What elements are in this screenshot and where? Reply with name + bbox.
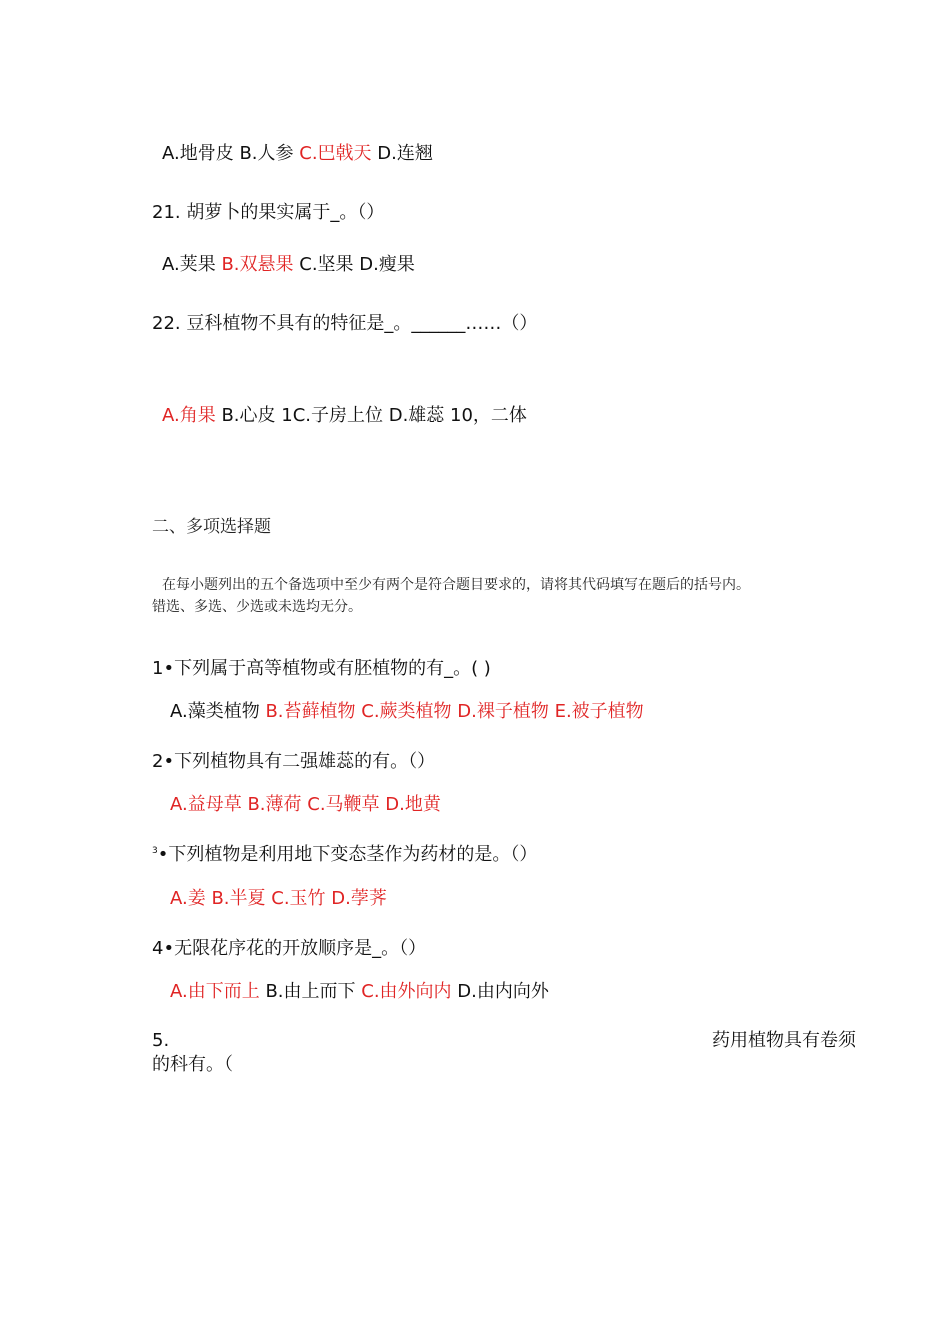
instructions-line-1: 在每小题列出的五个备选项中至少有两个是符合题目要求的，请将其代码填写在题后的括号内。 [162, 577, 750, 593]
option-a-answer: A.由下而上 [170, 981, 266, 1002]
multi-question-5-number: 5. [152, 1030, 170, 1051]
multi-question-4-options [170, 980, 549, 1004]
option-d: D.雄蕊 10，二体 [388, 405, 527, 426]
option-e-answer: E.被子植物 [554, 701, 644, 722]
option-c-answer: C.巴戟天 [299, 143, 378, 164]
multi-question-4: 4•无限花序花的开放顺序是_。（） [152, 938, 427, 959]
multi-question-1-options [170, 700, 644, 724]
question-22: 22. 豆科植物不具有的特征是_。______……（） [152, 313, 538, 334]
option-b: B.心皮 1 [221, 405, 293, 426]
option-d-answer: D.裸子植物 [457, 701, 555, 722]
question-text: •下列植物是利用地下变态茎作为药材的是。（） [157, 844, 538, 865]
multi-question-3-options [170, 887, 387, 911]
option-b: B.人参 [239, 143, 300, 164]
option-b-answer: B.薄荷 [247, 794, 308, 815]
option-c-answer: C.由外向内 [361, 981, 458, 1002]
multi-question-2: 2•下列植物具有二强雄蕊的有。（） [152, 751, 436, 772]
option-a: A.藻类植物 [170, 701, 266, 722]
option-a-answer: A.姜 [170, 888, 212, 909]
option-a: A.地骨皮 [162, 143, 240, 164]
question-22-options [162, 404, 527, 428]
option-b-answer: B.半夏 [211, 888, 272, 909]
multi-question-5-continued: 的科有。（ [152, 1054, 233, 1075]
option-c: C.坚果 [299, 254, 360, 275]
question-21: 21. 胡萝卜的果实属于_。（） [152, 202, 385, 223]
option-a-answer: A.益母草 [170, 794, 248, 815]
instructions-line-2: 错选、多选、少选或未选均无分。 [152, 599, 362, 615]
option-c-answer: C.玉竹 [271, 888, 332, 909]
option-d-answer: D.地黄 [385, 794, 441, 815]
option-c-answer: C.马鞭草 [307, 794, 386, 815]
option-a-answer: A.角果 [162, 405, 222, 426]
multi-question-2-options [170, 793, 441, 817]
multi-question-3 [152, 843, 537, 867]
option-a: A.荚果 [162, 254, 222, 275]
option-c-answer: C.蕨类植物 [361, 701, 458, 722]
multi-question-5-text: 药用植物具有卷须 [712, 1030, 856, 1051]
section-heading: 二、多项选择题 [152, 517, 271, 537]
option-d: D.瘦果 [359, 254, 415, 275]
multi-question-1: 1•下列属于高等植物或有胚植物的有_。( ) [152, 658, 491, 679]
question-21-options [162, 253, 415, 277]
option-d: D.由内向外 [457, 981, 549, 1002]
question-number-superscript: 3 [152, 846, 158, 856]
option-c: C.子房上位 [292, 405, 389, 426]
option-b-answer: B.苔藓植物 [265, 701, 362, 722]
option-b: B.由上而下 [265, 981, 362, 1002]
option-b-answer: B.双悬果 [221, 254, 300, 275]
option-d-answer: D.荸荠 [331, 888, 387, 909]
question-20-options [162, 142, 433, 166]
option-d: D.连翘 [377, 143, 433, 164]
